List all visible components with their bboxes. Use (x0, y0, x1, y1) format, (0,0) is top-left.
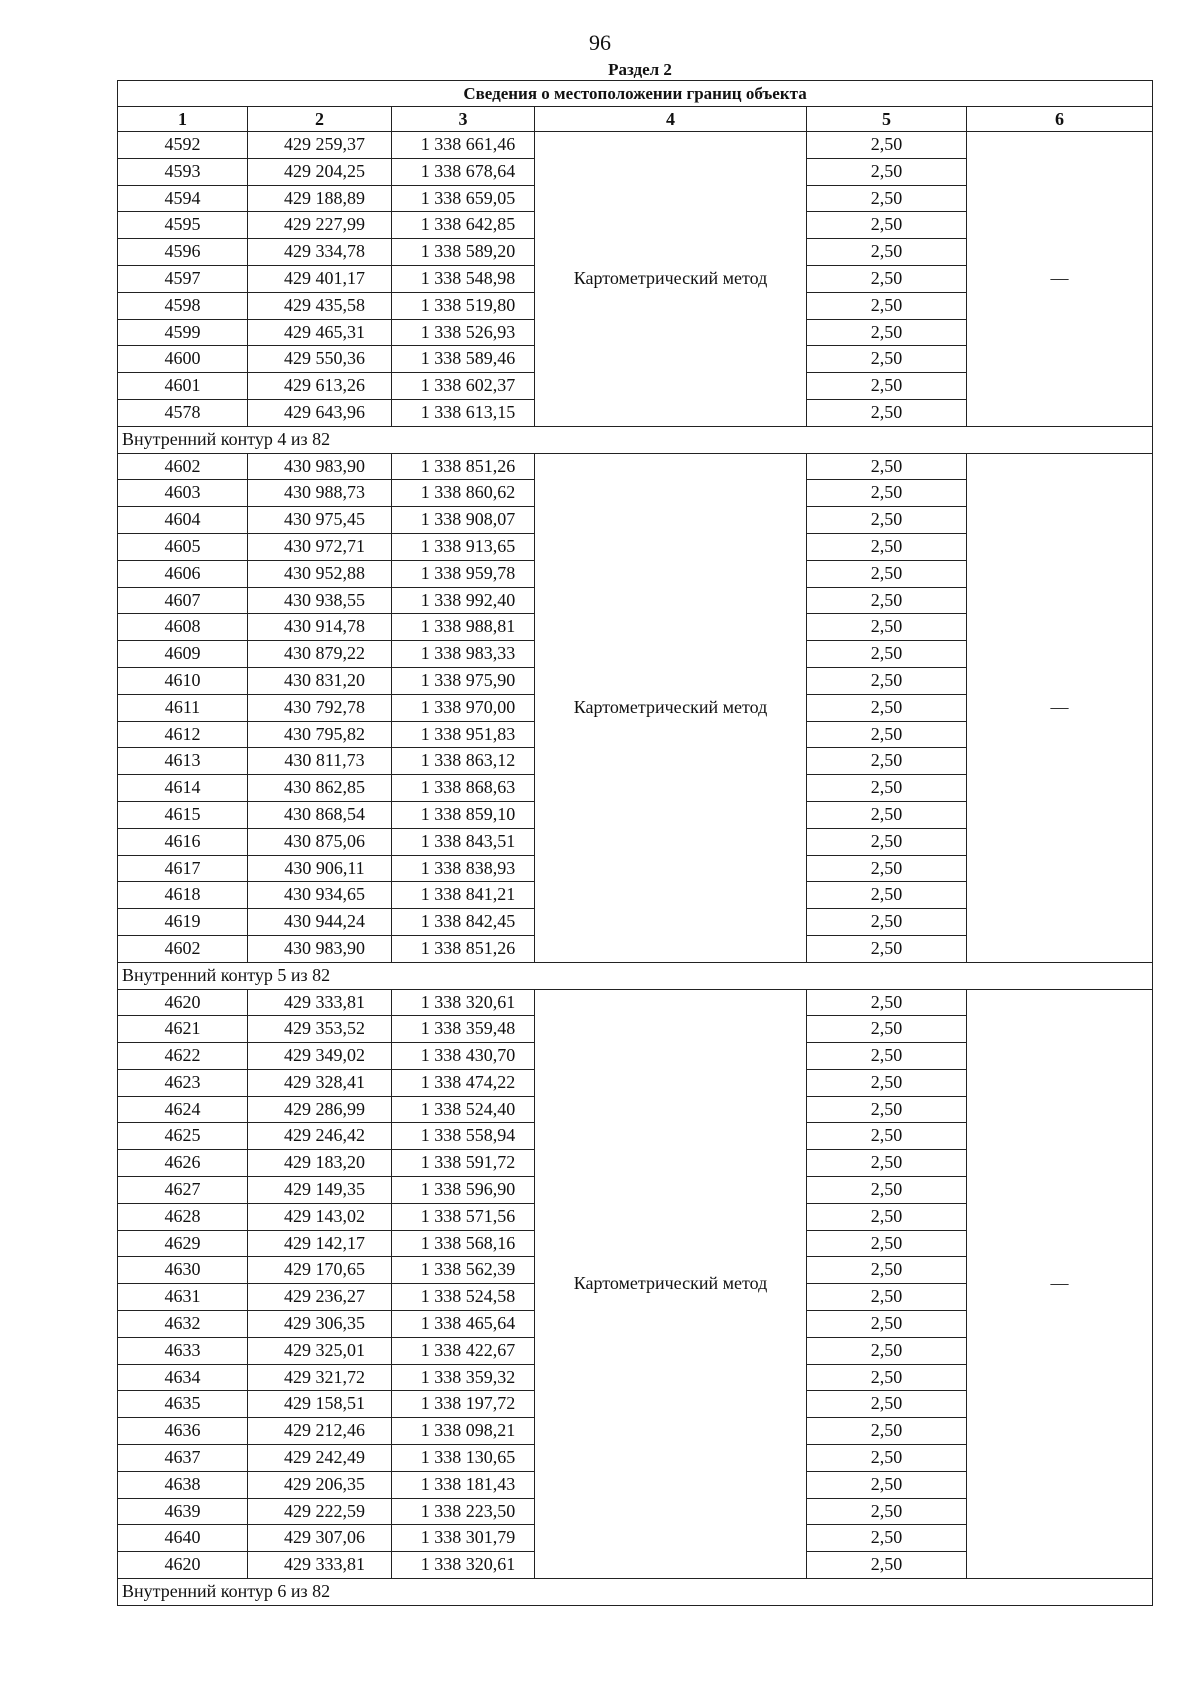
point-number-cell: 4611 (118, 694, 248, 721)
x-coordinate-cell: 430 988,73 (248, 480, 392, 507)
y-coordinate-cell: 1 338 908,07 (392, 507, 535, 534)
y-coordinate-cell: 1 338 992,40 (392, 587, 535, 614)
x-coordinate-cell: 429 333,81 (248, 1552, 392, 1579)
contour-label: Внутренний контур 6 из 82 (118, 1579, 1153, 1606)
y-coordinate-cell: 1 338 181,43 (392, 1471, 535, 1498)
accuracy-cell: 2,50 (807, 1230, 967, 1257)
table-title: Сведения о местоположении границ объекта (118, 81, 1153, 107)
y-coordinate-cell: 1 338 098,21 (392, 1418, 535, 1445)
column-header: 4 (535, 107, 807, 132)
y-coordinate-cell: 1 338 359,48 (392, 1016, 535, 1043)
point-number-cell: 4598 (118, 292, 248, 319)
x-coordinate-cell: 430 795,82 (248, 721, 392, 748)
accuracy-cell: 2,50 (807, 265, 967, 292)
x-coordinate-cell: 429 333,81 (248, 989, 392, 1016)
accuracy-cell: 2,50 (807, 1177, 967, 1204)
point-number-cell: 4595 (118, 212, 248, 239)
y-coordinate-cell: 1 338 596,90 (392, 1177, 535, 1204)
x-coordinate-cell: 429 227,99 (248, 212, 392, 239)
y-coordinate-cell: 1 338 661,46 (392, 132, 535, 159)
accuracy-cell: 2,50 (807, 158, 967, 185)
point-number-cell: 4621 (118, 1016, 248, 1043)
point-number-cell: 4638 (118, 1471, 248, 1498)
accuracy-cell: 2,50 (807, 1337, 967, 1364)
accuracy-cell: 2,50 (807, 1418, 967, 1445)
x-coordinate-cell: 429 435,58 (248, 292, 392, 319)
point-number-cell: 4610 (118, 667, 248, 694)
point-number-cell: 4632 (118, 1311, 248, 1338)
point-number-cell: 4602 (118, 453, 248, 480)
accuracy-cell: 2,50 (807, 748, 967, 775)
x-coordinate-cell: 429 550,36 (248, 346, 392, 373)
page-number: 96 (589, 30, 611, 55)
accuracy-cell: 2,50 (807, 1284, 967, 1311)
point-number-cell: 4612 (118, 721, 248, 748)
accuracy-cell: 2,50 (807, 1257, 967, 1284)
y-coordinate-cell: 1 338 301,79 (392, 1525, 535, 1552)
table-row (118, 132, 1153, 159)
x-coordinate-cell: 429 349,02 (248, 1043, 392, 1070)
y-coordinate-cell: 1 338 474,22 (392, 1069, 535, 1096)
column-header: 5 (807, 107, 967, 132)
contour-row (118, 1579, 1153, 1606)
accuracy-cell: 2,50 (807, 1150, 967, 1177)
accuracy-cell: 2,50 (807, 1364, 967, 1391)
accuracy-cell: 2,50 (807, 828, 967, 855)
x-coordinate-cell: 429 204,25 (248, 158, 392, 185)
y-coordinate-cell: 1 338 678,64 (392, 158, 535, 185)
x-coordinate-cell: 429 465,31 (248, 319, 392, 346)
x-coordinate-cell: 429 353,52 (248, 1016, 392, 1043)
table-row (118, 989, 1153, 1016)
x-coordinate-cell: 430 975,45 (248, 507, 392, 534)
x-coordinate-cell: 430 972,71 (248, 533, 392, 560)
accuracy-cell: 2,50 (807, 1123, 967, 1150)
accuracy-cell: 2,50 (807, 239, 967, 266)
accuracy-cell: 2,50 (807, 1471, 967, 1498)
y-coordinate-cell: 1 338 524,58 (392, 1284, 535, 1311)
point-number-cell: 4613 (118, 748, 248, 775)
y-coordinate-cell: 1 338 130,65 (392, 1445, 535, 1472)
accuracy-cell: 2,50 (807, 185, 967, 212)
x-coordinate-cell: 429 401,17 (248, 265, 392, 292)
point-number-cell: 4605 (118, 533, 248, 560)
x-coordinate-cell: 429 188,89 (248, 185, 392, 212)
point-number-cell: 4620 (118, 989, 248, 1016)
y-coordinate-cell: 1 338 359,32 (392, 1364, 535, 1391)
y-coordinate-cell: 1 338 913,65 (392, 533, 535, 560)
point-number-cell: 4592 (118, 132, 248, 159)
accuracy-cell: 2,50 (807, 1043, 967, 1070)
point-number-cell: 4620 (118, 1552, 248, 1579)
x-coordinate-cell: 429 206,35 (248, 1471, 392, 1498)
x-coordinate-cell: 429 142,17 (248, 1230, 392, 1257)
point-number-cell: 4618 (118, 882, 248, 909)
point-number-cell: 4627 (118, 1177, 248, 1204)
x-coordinate-cell: 429 158,51 (248, 1391, 392, 1418)
accuracy-cell: 2,50 (807, 346, 967, 373)
point-number-cell: 4625 (118, 1123, 248, 1150)
y-coordinate-cell: 1 338 988,81 (392, 614, 535, 641)
x-coordinate-cell: 429 613,26 (248, 373, 392, 400)
x-coordinate-cell: 429 259,37 (248, 132, 392, 159)
column-header: 1 (118, 107, 248, 132)
point-number-cell: 4615 (118, 801, 248, 828)
x-coordinate-cell: 429 149,35 (248, 1177, 392, 1204)
y-coordinate-cell: 1 338 659,05 (392, 185, 535, 212)
accuracy-cell: 2,50 (807, 989, 967, 1016)
point-number-cell: 4603 (118, 480, 248, 507)
y-coordinate-cell: 1 338 519,80 (392, 292, 535, 319)
accuracy-cell: 2,50 (807, 1498, 967, 1525)
contour-label: Внутренний контур 5 из 82 (118, 962, 1153, 989)
x-coordinate-cell: 429 170,65 (248, 1257, 392, 1284)
y-coordinate-cell: 1 338 842,45 (392, 909, 535, 936)
method-cell: Картометрический метод (535, 453, 807, 962)
point-number-cell: 4593 (118, 158, 248, 185)
accuracy-cell: 2,50 (807, 480, 967, 507)
x-coordinate-cell: 430 944,24 (248, 909, 392, 936)
y-coordinate-cell: 1 338 642,85 (392, 212, 535, 239)
y-coordinate-cell: 1 338 975,90 (392, 667, 535, 694)
accuracy-cell: 2,50 (807, 614, 967, 641)
point-number-cell: 4639 (118, 1498, 248, 1525)
y-coordinate-cell: 1 338 838,93 (392, 855, 535, 882)
point-number-cell: 4619 (118, 909, 248, 936)
column-header: 3 (392, 107, 535, 132)
x-coordinate-cell: 430 914,78 (248, 614, 392, 641)
point-number-cell: 4604 (118, 507, 248, 534)
point-number-cell: 4578 (118, 399, 248, 426)
y-coordinate-cell: 1 338 983,33 (392, 641, 535, 668)
x-coordinate-cell: 429 222,59 (248, 1498, 392, 1525)
x-coordinate-cell: 430 934,65 (248, 882, 392, 909)
x-coordinate-cell: 429 306,35 (248, 1311, 392, 1338)
point-number-cell: 4601 (118, 373, 248, 400)
y-coordinate-cell: 1 338 571,56 (392, 1203, 535, 1230)
x-coordinate-cell: 429 246,42 (248, 1123, 392, 1150)
point-number-cell: 4614 (118, 775, 248, 802)
y-coordinate-cell: 1 338 197,72 (392, 1391, 535, 1418)
x-coordinate-cell: 429 212,46 (248, 1418, 392, 1445)
x-coordinate-cell: 430 906,11 (248, 855, 392, 882)
contour-label: Внутренний контур 4 из 82 (118, 426, 1153, 453)
y-coordinate-cell: 1 338 841,21 (392, 882, 535, 909)
y-coordinate-cell: 1 338 320,61 (392, 1552, 535, 1579)
y-coordinate-cell: 1 338 558,94 (392, 1123, 535, 1150)
description-cell: — (967, 989, 1153, 1579)
accuracy-cell: 2,50 (807, 721, 967, 748)
y-coordinate-cell: 1 338 970,00 (392, 694, 535, 721)
accuracy-cell: 2,50 (807, 694, 967, 721)
accuracy-cell: 2,50 (807, 319, 967, 346)
accuracy-cell: 2,50 (807, 212, 967, 239)
accuracy-cell: 2,50 (807, 132, 967, 159)
y-coordinate-cell: 1 338 859,10 (392, 801, 535, 828)
x-coordinate-cell: 430 983,90 (248, 935, 392, 962)
x-coordinate-cell: 429 334,78 (248, 239, 392, 266)
x-coordinate-cell: 429 643,96 (248, 399, 392, 426)
accuracy-cell: 2,50 (807, 1203, 967, 1230)
point-number-cell: 4597 (118, 265, 248, 292)
accuracy-cell: 2,50 (807, 399, 967, 426)
y-coordinate-cell: 1 338 591,72 (392, 1150, 535, 1177)
point-number-cell: 4609 (118, 641, 248, 668)
y-coordinate-cell: 1 338 843,51 (392, 828, 535, 855)
x-coordinate-cell: 430 811,73 (248, 748, 392, 775)
accuracy-cell: 2,50 (807, 909, 967, 936)
description-cell: — (967, 132, 1153, 427)
accuracy-cell: 2,50 (807, 453, 967, 480)
accuracy-cell: 2,50 (807, 882, 967, 909)
y-coordinate-cell: 1 338 465,64 (392, 1311, 535, 1338)
point-number-cell: 4637 (118, 1445, 248, 1472)
accuracy-cell: 2,50 (807, 1069, 967, 1096)
y-coordinate-cell: 1 338 959,78 (392, 560, 535, 587)
accuracy-cell: 2,50 (807, 1016, 967, 1043)
accuracy-cell: 2,50 (807, 1391, 967, 1418)
point-number-cell: 4630 (118, 1257, 248, 1284)
accuracy-cell: 2,50 (807, 1445, 967, 1472)
column-header: 2 (248, 107, 392, 132)
x-coordinate-cell: 429 183,20 (248, 1150, 392, 1177)
accuracy-cell: 2,50 (807, 533, 967, 560)
contour-row (118, 962, 1153, 989)
method-cell: Картометрический метод (535, 132, 807, 427)
y-coordinate-cell: 1 338 430,70 (392, 1043, 535, 1070)
y-coordinate-cell: 1 338 422,67 (392, 1337, 535, 1364)
x-coordinate-cell: 429 242,49 (248, 1445, 392, 1472)
accuracy-cell: 2,50 (807, 1096, 967, 1123)
x-coordinate-cell: 430 792,78 (248, 694, 392, 721)
column-header-row (118, 107, 1153, 132)
x-coordinate-cell: 430 938,55 (248, 587, 392, 614)
point-number-cell: 4599 (118, 319, 248, 346)
y-coordinate-cell: 1 338 526,93 (392, 319, 535, 346)
point-number-cell: 4633 (118, 1337, 248, 1364)
y-coordinate-cell: 1 338 851,26 (392, 453, 535, 480)
section-label: Раздел 2 (608, 60, 672, 79)
y-coordinate-cell: 1 338 589,20 (392, 239, 535, 266)
x-coordinate-cell: 429 236,27 (248, 1284, 392, 1311)
x-coordinate-cell: 429 325,01 (248, 1337, 392, 1364)
point-number-cell: 4608 (118, 614, 248, 641)
accuracy-cell: 2,50 (807, 1552, 967, 1579)
accuracy-cell: 2,50 (807, 373, 967, 400)
x-coordinate-cell: 430 868,54 (248, 801, 392, 828)
x-coordinate-cell: 429 286,99 (248, 1096, 392, 1123)
accuracy-cell: 2,50 (807, 587, 967, 614)
point-number-cell: 4631 (118, 1284, 248, 1311)
point-number-cell: 4640 (118, 1525, 248, 1552)
point-number-cell: 4596 (118, 239, 248, 266)
description-cell: — (967, 453, 1153, 962)
x-coordinate-cell: 430 983,90 (248, 453, 392, 480)
point-number-cell: 4624 (118, 1096, 248, 1123)
accuracy-cell: 2,50 (807, 801, 967, 828)
point-number-cell: 4628 (118, 1203, 248, 1230)
accuracy-cell: 2,50 (807, 507, 967, 534)
y-coordinate-cell: 1 338 860,62 (392, 480, 535, 507)
y-coordinate-cell: 1 338 863,12 (392, 748, 535, 775)
y-coordinate-cell: 1 338 951,83 (392, 721, 535, 748)
point-number-cell: 4622 (118, 1043, 248, 1070)
point-number-cell: 4616 (118, 828, 248, 855)
point-number-cell: 4606 (118, 560, 248, 587)
accuracy-cell: 2,50 (807, 641, 967, 668)
point-number-cell: 4623 (118, 1069, 248, 1096)
accuracy-cell: 2,50 (807, 292, 967, 319)
accuracy-cell: 2,50 (807, 1525, 967, 1552)
x-coordinate-cell: 430 831,20 (248, 667, 392, 694)
x-coordinate-cell: 429 143,02 (248, 1203, 392, 1230)
x-coordinate-cell: 429 328,41 (248, 1069, 392, 1096)
point-number-cell: 4594 (118, 185, 248, 212)
y-coordinate-cell: 1 338 223,50 (392, 1498, 535, 1525)
accuracy-cell: 2,50 (807, 1311, 967, 1338)
y-coordinate-cell: 1 338 589,46 (392, 346, 535, 373)
x-coordinate-cell: 430 862,85 (248, 775, 392, 802)
point-number-cell: 4634 (118, 1364, 248, 1391)
x-coordinate-cell: 430 952,88 (248, 560, 392, 587)
y-coordinate-cell: 1 338 548,98 (392, 265, 535, 292)
accuracy-cell: 2,50 (807, 560, 967, 587)
y-coordinate-cell: 1 338 568,16 (392, 1230, 535, 1257)
y-coordinate-cell: 1 338 524,40 (392, 1096, 535, 1123)
accuracy-cell: 2,50 (807, 775, 967, 802)
x-coordinate-cell: 429 321,72 (248, 1364, 392, 1391)
point-number-cell: 4635 (118, 1391, 248, 1418)
x-coordinate-cell: 430 875,06 (248, 828, 392, 855)
point-number-cell: 4636 (118, 1418, 248, 1445)
y-coordinate-cell: 1 338 602,37 (392, 373, 535, 400)
x-coordinate-cell: 429 307,06 (248, 1525, 392, 1552)
point-number-cell: 4607 (118, 587, 248, 614)
x-coordinate-cell: 430 879,22 (248, 641, 392, 668)
accuracy-cell: 2,50 (807, 667, 967, 694)
table-row (118, 453, 1153, 480)
method-cell: Картометрический метод (535, 989, 807, 1579)
point-number-cell: 4600 (118, 346, 248, 373)
point-number-cell: 4602 (118, 935, 248, 962)
boundary-coordinates-table (117, 80, 1153, 1606)
point-number-cell: 4626 (118, 1150, 248, 1177)
y-coordinate-cell: 1 338 851,26 (392, 935, 535, 962)
column-header: 6 (967, 107, 1153, 132)
accuracy-cell: 2,50 (807, 935, 967, 962)
y-coordinate-cell: 1 338 320,61 (392, 989, 535, 1016)
accuracy-cell: 2,50 (807, 855, 967, 882)
y-coordinate-cell: 1 338 562,39 (392, 1257, 535, 1284)
contour-row (118, 426, 1153, 453)
point-number-cell: 4617 (118, 855, 248, 882)
y-coordinate-cell: 1 338 868,63 (392, 775, 535, 802)
point-number-cell: 4629 (118, 1230, 248, 1257)
y-coordinate-cell: 1 338 613,15 (392, 399, 535, 426)
